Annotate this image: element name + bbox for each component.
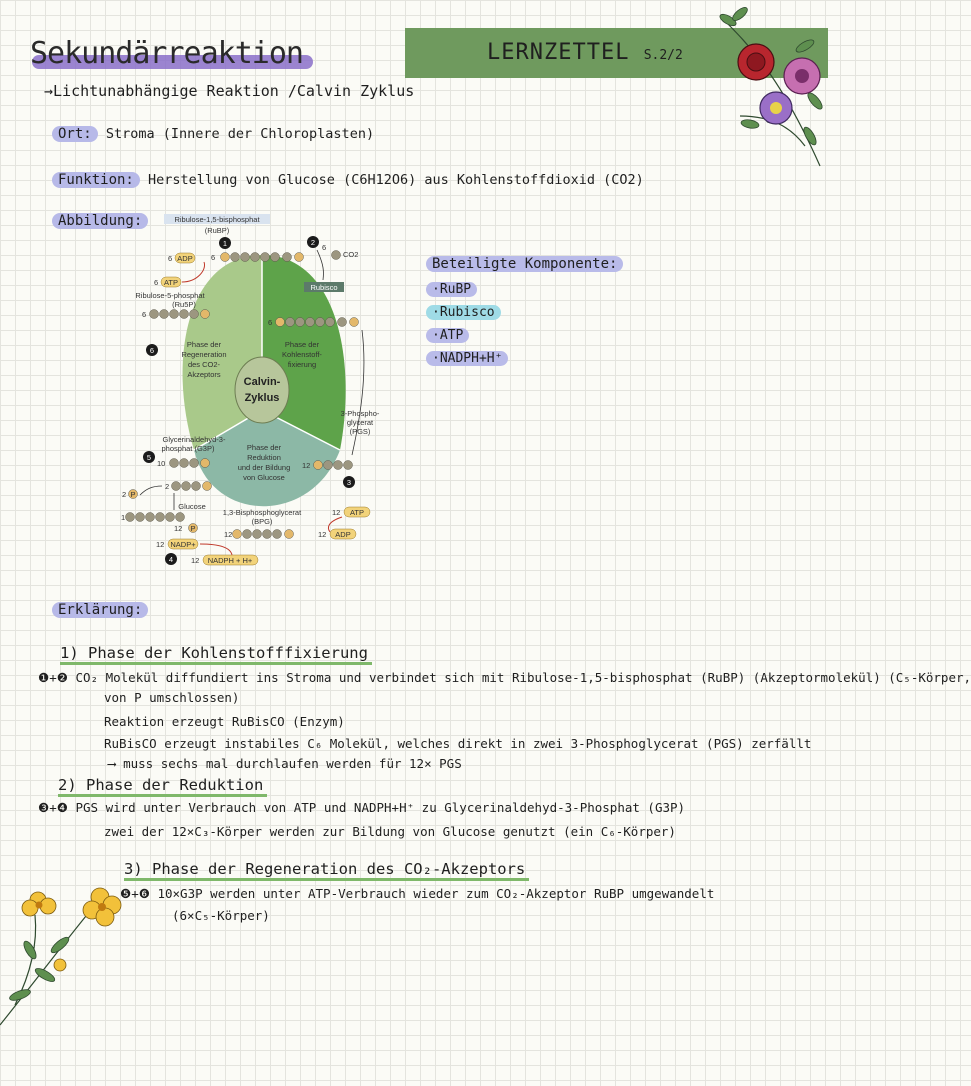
component-rubp: ·RuBP (426, 282, 477, 297)
step-marker-6 (146, 344, 158, 356)
ort-line: Ort: Stroma (Innere der Chloroplasten) (52, 126, 374, 142)
svg-text:NADP+: NADP+ (170, 540, 196, 549)
ru5p-label: Ribulose-5-phosphat (135, 291, 205, 300)
co2-label: CO2 (343, 250, 359, 259)
g3p-chain (170, 459, 210, 468)
phase1-line4: RuBisCO erzeugt instabiles C₆ Molekül, welches direkt in zwei 3-Phosphoglycerat (PGS) zerfällt (104, 736, 812, 751)
c6-chain (276, 318, 359, 327)
step-marker-1 (219, 237, 231, 249)
svg-text:4: 4 (168, 555, 174, 564)
page-title: Sekundärreaktion (30, 36, 303, 71)
phase2-line2: zwei der 12×C₃-Körper werden zur Bildung von Glucose genutzt (ein C₆-Körper) (104, 824, 676, 839)
phase2-steps: ❸+❹ (38, 800, 68, 815)
svg-text:P: P (190, 524, 196, 533)
component-atp: ·ATP (426, 328, 469, 343)
step-marker-5 (143, 451, 155, 463)
svg-text:6: 6 (168, 254, 173, 263)
glucose-label: Glucose (178, 502, 206, 511)
abbildung-label: Abbildung: (52, 213, 148, 229)
svg-text:12: 12 (224, 530, 233, 539)
components-title: Beteiligte Komponente: (426, 256, 623, 272)
svg-text:6: 6 (154, 278, 159, 287)
phase-red-1: Phase der (246, 443, 282, 452)
svg-text:ADP: ADP (177, 254, 193, 263)
phase-red-4: von Glucose (243, 473, 285, 482)
phase-regen-3: des CO2- (187, 360, 221, 369)
svg-text:2: 2 (165, 482, 170, 491)
phase-fix-3: fixierung (287, 360, 317, 369)
calvin-cycle-diagram (112, 210, 392, 575)
svg-text:1: 1 (222, 239, 228, 248)
glucose-chain (126, 513, 185, 522)
component-rubisco: ·Rubisco (426, 305, 501, 320)
phase-red-3: und der Bildung (237, 463, 291, 472)
phase3-line2: (6×C₅-Körper) (172, 908, 270, 923)
svg-text:6: 6 (322, 243, 327, 252)
svg-text:12: 12 (318, 530, 327, 539)
ru5p-abbr: (Ru5P) (172, 300, 196, 309)
svg-text:10: 10 (157, 459, 166, 468)
rubp-chain (221, 253, 304, 262)
svg-text:ATP: ATP (163, 278, 179, 287)
calvin-center (235, 357, 289, 423)
center-label-1: Calvin- (243, 376, 281, 388)
phase-regen-2: Regeneration (181, 350, 227, 359)
svg-text:3: 3 (346, 478, 352, 487)
svg-text:6: 6 (211, 253, 216, 262)
component-nadph: ·NADPH+H⁺ (426, 351, 508, 366)
svg-text:NADPH + H+: NADPH + H+ (207, 556, 253, 565)
svg-text:6: 6 (149, 346, 155, 355)
phase1-line1: ❶+❷ CO₂ Molekül diffundiert ins Stroma und verbindet sich mit Ribulose-1,5-bisphosphat (RuBP) (Akzeptormolekül) (C₅-Körper, (38, 670, 971, 685)
svg-text:ADP: ADP (335, 530, 351, 539)
g3p-out-chain (172, 482, 212, 491)
funktion-line: Funktion: Herstellung von Glucose (C6H12O6) aus Kohlenstoffdioxid (CO2) (52, 172, 644, 188)
svg-text:P: P (130, 490, 136, 499)
bpg-label-1: 1,3-Bisphosphoglycerat (222, 508, 302, 517)
phase1-line5: ⟶ muss sechs mal durchlaufen werden für 12× PGS (108, 756, 462, 771)
svg-text:12: 12 (302, 461, 311, 470)
svg-text:1: 1 (121, 513, 126, 522)
phase3-steps: ❺+❻ (120, 886, 150, 901)
phase-regen-1: Phase der (186, 340, 222, 349)
flower-decoration-bottom-icon (0, 875, 130, 1035)
svg-text:12: 12 (332, 508, 341, 517)
g3p-label-2: phosphat (G3P) (161, 444, 215, 453)
svg-text:6: 6 (268, 318, 273, 327)
pgs-label-1: 3-Phospho- (340, 409, 380, 418)
phase-regen-4: Akzeptors (187, 370, 221, 379)
phase1-steps: ❶+❷ (38, 670, 68, 685)
pgs-label-2: glycerat (346, 418, 374, 427)
svg-text:6: 6 (142, 310, 147, 319)
svg-text:ATP: ATP (349, 508, 365, 517)
components-box (426, 256, 623, 369)
phase3-line1: ❺+❻ 10×G3P werden unter ATP-Verbrauch wieder zum CO₂-Akzeptor RuBP umgewandelt (120, 886, 715, 901)
svg-text:12: 12 (174, 524, 183, 533)
phase1-line2: von P umschlossen) (104, 690, 240, 705)
svg-text:Rubisco: Rubisco (310, 283, 338, 292)
svg-text:5: 5 (146, 453, 152, 462)
center-label-2: Zyklus (244, 392, 280, 404)
step-marker-4 (165, 553, 177, 565)
erklaerung-label: Erklärung: (52, 602, 148, 618)
svg-text:12: 12 (191, 556, 200, 565)
svg-text:12: 12 (156, 540, 165, 549)
flower-decoration-top-icon (710, 6, 828, 171)
svg-text:2: 2 (310, 238, 316, 247)
phase1-line3: Reaktion erzeugt RuBisCO (Enzym) (104, 714, 345, 729)
bpg-label-2: (BPG) (251, 517, 273, 526)
svg-text:2: 2 (122, 490, 127, 499)
g3p-label-1: Glycerinaldehyd-3- (162, 435, 226, 444)
step-marker-3 (343, 476, 355, 488)
phase2-line1: ❸+❹ PGS wird unter Verbrauch von ATP und NADPH+H⁺ zu Glycerinaldehyd-3-Phosphat (G3P) (38, 800, 686, 815)
rubp-abbr: (RuBP) (204, 226, 230, 235)
phase2-heading: 2) Phase der Reduktion (58, 776, 267, 794)
phase-fix-1: Phase der (284, 340, 320, 349)
phase-red-2: Reduktion (247, 453, 281, 462)
phase1-heading: 1) Phase der Kohlenstofffixierung (60, 644, 372, 662)
phase3-heading: 3) Phase der Regeneration des CO₂-Akzeptors (124, 860, 529, 878)
bpg-chain (233, 530, 294, 539)
phase-fix-2: Kohlenstoff- (282, 350, 322, 359)
rubp-label: Ribulose-1,5-bisphosphat (174, 215, 260, 224)
page-subtitle: →Lichtunabhängige Reaktion /Calvin Zyklus (44, 82, 415, 100)
arrow-icon: ⟶ (108, 756, 116, 771)
pgs-label-3: (PGS) (349, 427, 371, 436)
banner-title: LERNZETTEL S.2/2 (487, 40, 683, 65)
step-marker-2 (307, 236, 319, 248)
